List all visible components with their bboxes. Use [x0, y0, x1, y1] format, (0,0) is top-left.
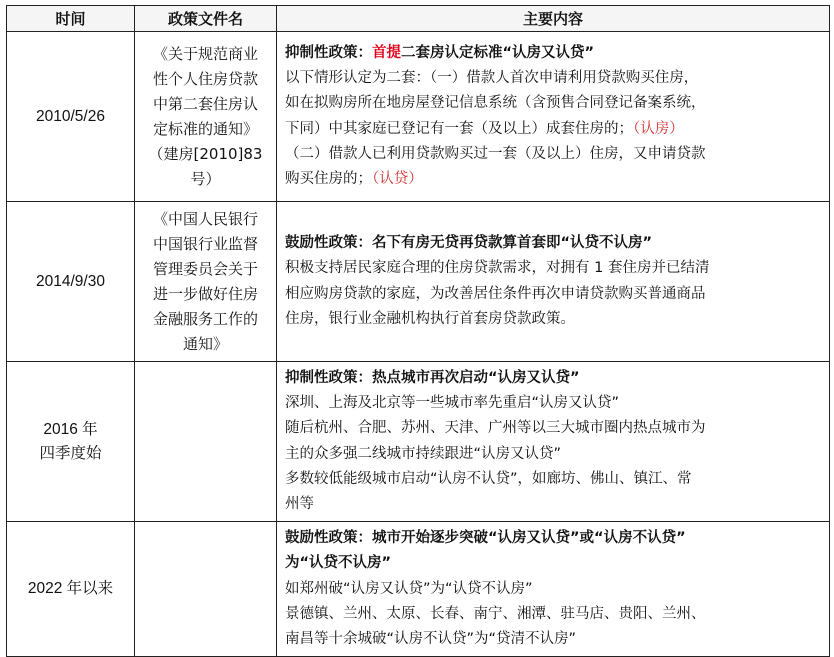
row-content — [277, 202, 830, 362]
content-line: 相应购房贷款的家庭，为改善居住条件再次申请贷款购买普通商品 — [285, 285, 706, 302]
doc-line: 《中国人民银行 — [152, 209, 258, 228]
heading-prefix: 抑制性政策： — [285, 44, 372, 61]
header-time: 时间 — [7, 6, 135, 32]
content-line — [285, 167, 821, 192]
content-heading: 鼓励性政策：名下有房无贷再贷款算首套即“认贷不认房” — [285, 235, 653, 252]
doc-line: 《关于规范商业 — [152, 44, 258, 63]
row-content — [277, 362, 830, 522]
row-date — [7, 362, 135, 522]
doc-line: 性个人住房贷款 — [152, 69, 258, 88]
row-doc — [135, 202, 277, 362]
row-date: 2022 年以来 — [7, 522, 135, 657]
content-line: 景德镇、兰州、太原、长春、南宁、湘潭、驻马店、贵阳、兰州、 — [285, 605, 706, 622]
content-heading — [285, 41, 821, 66]
doc-line: 金融服务工作的 — [152, 309, 258, 328]
header-doc: 政策文件名 — [135, 6, 277, 32]
heading-highlight: 首提 — [372, 44, 401, 61]
header-content: 主要内容 — [277, 6, 830, 32]
table-header-row — [7, 6, 830, 32]
doc-line: 定标准的通知》 — [152, 119, 258, 138]
content-line: （二）借款人已利用贷款购买过一套（及以上）住房，又申请贷款 — [285, 145, 706, 162]
doc-line: （建房[2010]83 — [148, 144, 263, 163]
doc-line: 通知》 — [182, 334, 228, 353]
content-line: 州等 — [285, 496, 314, 513]
content-heading: 鼓励性政策：城市开始逐步突破“认房又认贷”或“认房不认贷” — [285, 530, 686, 547]
tag-renfang: （认房） — [633, 120, 684, 137]
doc-line: 中国银行业监督 — [152, 234, 258, 253]
date-line: 2016 年 — [43, 420, 98, 438]
table-row — [7, 522, 830, 657]
content-line: 南昌等十余城破“认房不认贷”为“贷清不认房” — [285, 631, 577, 648]
content-line: 如在拟购房所在地房屋登记信息系统（含预售合同登记备案系统， — [285, 95, 706, 112]
doc-line: 进一步做好住房 — [152, 284, 258, 303]
doc-line: 号） — [190, 169, 221, 188]
row-date: 2010/5/26 — [7, 32, 135, 202]
row-content — [277, 522, 830, 657]
table-row — [7, 32, 830, 202]
row-content — [277, 32, 830, 202]
doc-line: 中第二套住房认 — [152, 94, 258, 113]
content-heading: 抑制性政策：热点城市再次启动“认房又认贷” — [285, 370, 580, 386]
content-heading: 为“认贷不认房” — [285, 555, 392, 572]
content-line: 随后杭州、合肥、苏州、天津、广州等以三大城市圈内热点城市为 — [285, 420, 706, 437]
content-line: 住房，银行业金融机构执行首套房贷款政策。 — [285, 310, 575, 327]
content-line: 以下情形认定为二套：（一）借款人首次申请利用贷款购买住房， — [285, 70, 699, 87]
doc-line: 管理委员会关于 — [152, 259, 258, 278]
table-row — [7, 202, 830, 362]
content-line: 深圳、上海及北京等一些城市率先重启“认房又认贷” — [285, 395, 620, 412]
content-line: 如郑州破“认房又认贷”为“认贷不认房” — [285, 580, 533, 597]
heading-rest: 二套房认定标准“认房又认贷” — [401, 44, 595, 61]
row-doc-empty — [135, 522, 277, 657]
content-line: 主的众多强二线城市持续跟进“认房又认贷” — [285, 445, 562, 462]
date-line: 四季度始 — [39, 444, 102, 462]
tag-rendai: （认贷） — [372, 170, 423, 187]
content-line: 积极支持居民家庭合理的住房贷款需求，对拥有 1 套住房并已结清 — [285, 260, 710, 277]
row-doc — [135, 32, 277, 202]
row-date: 2014/9/30 — [7, 202, 135, 362]
content-line — [285, 117, 821, 142]
row-doc-empty — [135, 362, 277, 522]
content-line: 多数较低能级城市启动“认房不认贷”，如廊坊、佛山、镇江、常 — [285, 470, 692, 487]
policy-table — [6, 5, 830, 657]
content-text: 下同）中其家庭已登记有一套（及以上）成套住房的； — [285, 120, 633, 137]
content-text: 购买住房的； — [285, 170, 372, 187]
table-row — [7, 362, 830, 522]
